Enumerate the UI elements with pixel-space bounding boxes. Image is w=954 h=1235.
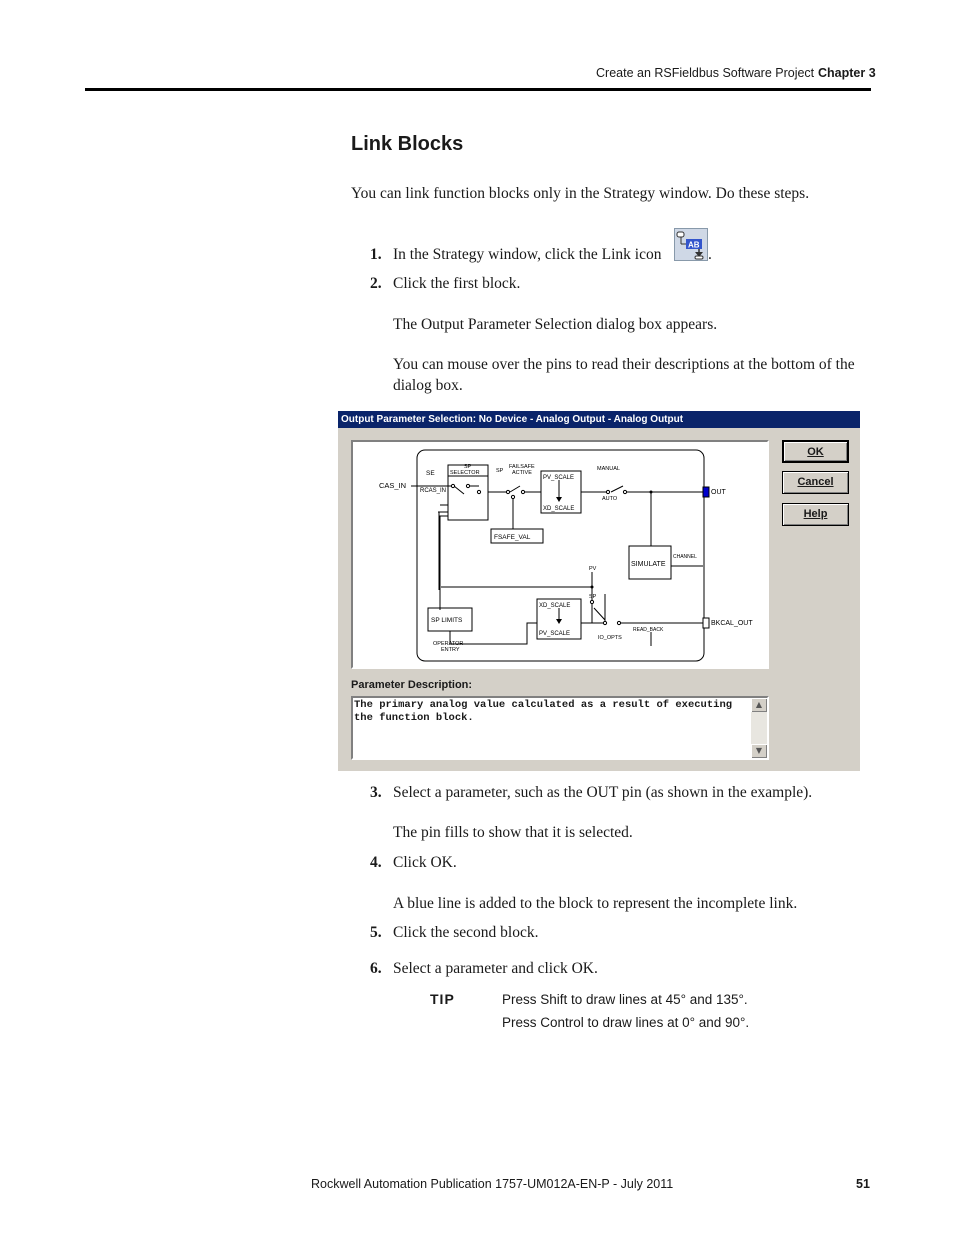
description-scrollbar[interactable] [751,698,767,758]
step-4-number: 4. [370,854,382,871]
link-icon-graphic [675,229,707,260]
output-parameter-dialog [338,411,860,771]
label-fsafe-val: FSAFE_VAL [494,534,531,541]
header-rule [85,88,871,91]
step-5-number: 5. [370,924,382,941]
label-auto: AUTO [602,496,618,502]
step-1-text: In the Strategy window, click the Link icon [393,246,662,263]
step-2-number: 2. [370,275,382,292]
help-button-label: Help [803,508,828,520]
label-out: OUT [711,489,726,496]
step-3-note: The pin fills to show that it is selected. [393,824,633,841]
ok-button-label: OK [807,446,824,458]
parameter-description-text: The primary analog value calculated as a result of executing the function block. [354,699,733,724]
block-diagram-canvas [351,440,769,669]
tip-line-2: Press Control to draw lines at 0° and 90°. [502,1015,750,1030]
step-4-text: Click OK. [393,854,457,871]
step-5-text: Click the second block. [393,924,539,941]
intro-paragraph: You can link function blocks only in the Strategy window. Do these steps. [351,185,810,202]
step-2-note-1: The Output Parameter Selection dialog box appears. [393,316,718,333]
label-sp-limits: SP LIMITS [431,617,463,624]
label-pv-scale-2: PV_SCALE [539,631,571,637]
step-1-number: 1. [370,246,382,263]
cancel-button[interactable] [782,471,849,494]
out-pin[interactable] [703,487,709,497]
step-3-number: 3. [370,784,382,801]
label-sp-selector-2: SELECTOR [450,470,480,476]
label-simulate: SIMULATE [631,561,666,568]
label-xd-scale-2: XD_SCALE [539,603,571,609]
link-icon-label: AB [688,240,700,250]
label-pv: PV [589,566,597,572]
ok-button[interactable] [782,440,849,463]
label-sp-2: SP [589,594,597,600]
label-io-opts: IO_OPTS [598,635,622,641]
label-failsafe-2: ACTIVE [512,470,532,476]
tip-line-1: Press Shift to draw lines at 45° and 135°. [502,992,748,1007]
step-2-note-2b: dialog box. [393,377,463,394]
tip-label: TIP [430,991,455,1007]
step-2-note-2a: You can mouse over the pins to read their descriptions at the bottom of the [393,356,855,373]
link-icon[interactable] [674,228,708,261]
help-button[interactable] [782,503,849,526]
running-header: Create an RSFieldbus Software Project [596,66,815,80]
step-1-period: . [708,246,712,263]
label-se: SE [426,470,435,477]
label-sp: SP [496,468,504,474]
label-sp-selector-1: SP [464,464,472,470]
step-3-text: Select a parameter, such as the OUT pin (as shown in the example). [393,784,813,801]
label-cas-in: CAS_IN [379,481,407,490]
section-title: Link Blocks [351,133,464,155]
parameter-description-box[interactable] [351,696,769,760]
label-bkcal-out: BKCAL_OUT [711,620,753,627]
step-4-note: A blue line is added to the block to represent the incomplete link. [393,895,798,912]
scroll-up-icon[interactable]: ▲ [751,698,767,712]
label-manual: MANUAL [597,466,620,472]
footer-publication: Rockwell Automation Publication 1757-UM012A-EN-P - July 2011 [311,1177,674,1191]
analog-output-block-diagram [353,442,767,667]
label-channel: CHANNEL [673,554,697,560]
page-number: 51 [856,1177,870,1191]
scroll-down-icon[interactable]: ▼ [751,744,767,758]
label-pv-scale: PV_SCALE [543,475,575,481]
chapter-label: Chapter 3 [818,66,876,80]
label-xd-scale: XD_SCALE [543,506,575,512]
dialog-title-bar: Output Parameter Selection: No Device - Analog Output - Analog Output [338,411,860,428]
step-6-number: 6. [370,960,382,977]
label-operator-2: ENTRY [441,647,460,653]
cancel-button-label: Cancel [797,476,834,488]
step-2-text: Click the first block. [393,275,521,292]
bkcal-out-pin[interactable] [703,618,709,628]
step-6-text: Select a parameter and click OK. [393,960,598,977]
label-operator-1: OPERATOR [433,641,464,647]
parameter-description-label: Parameter Description: [351,679,473,691]
label-read-back: READ_BACK [633,627,664,633]
label-rcas-in: RCAS_IN [420,488,447,494]
label-failsafe-1: FAILSAFE [509,464,535,470]
